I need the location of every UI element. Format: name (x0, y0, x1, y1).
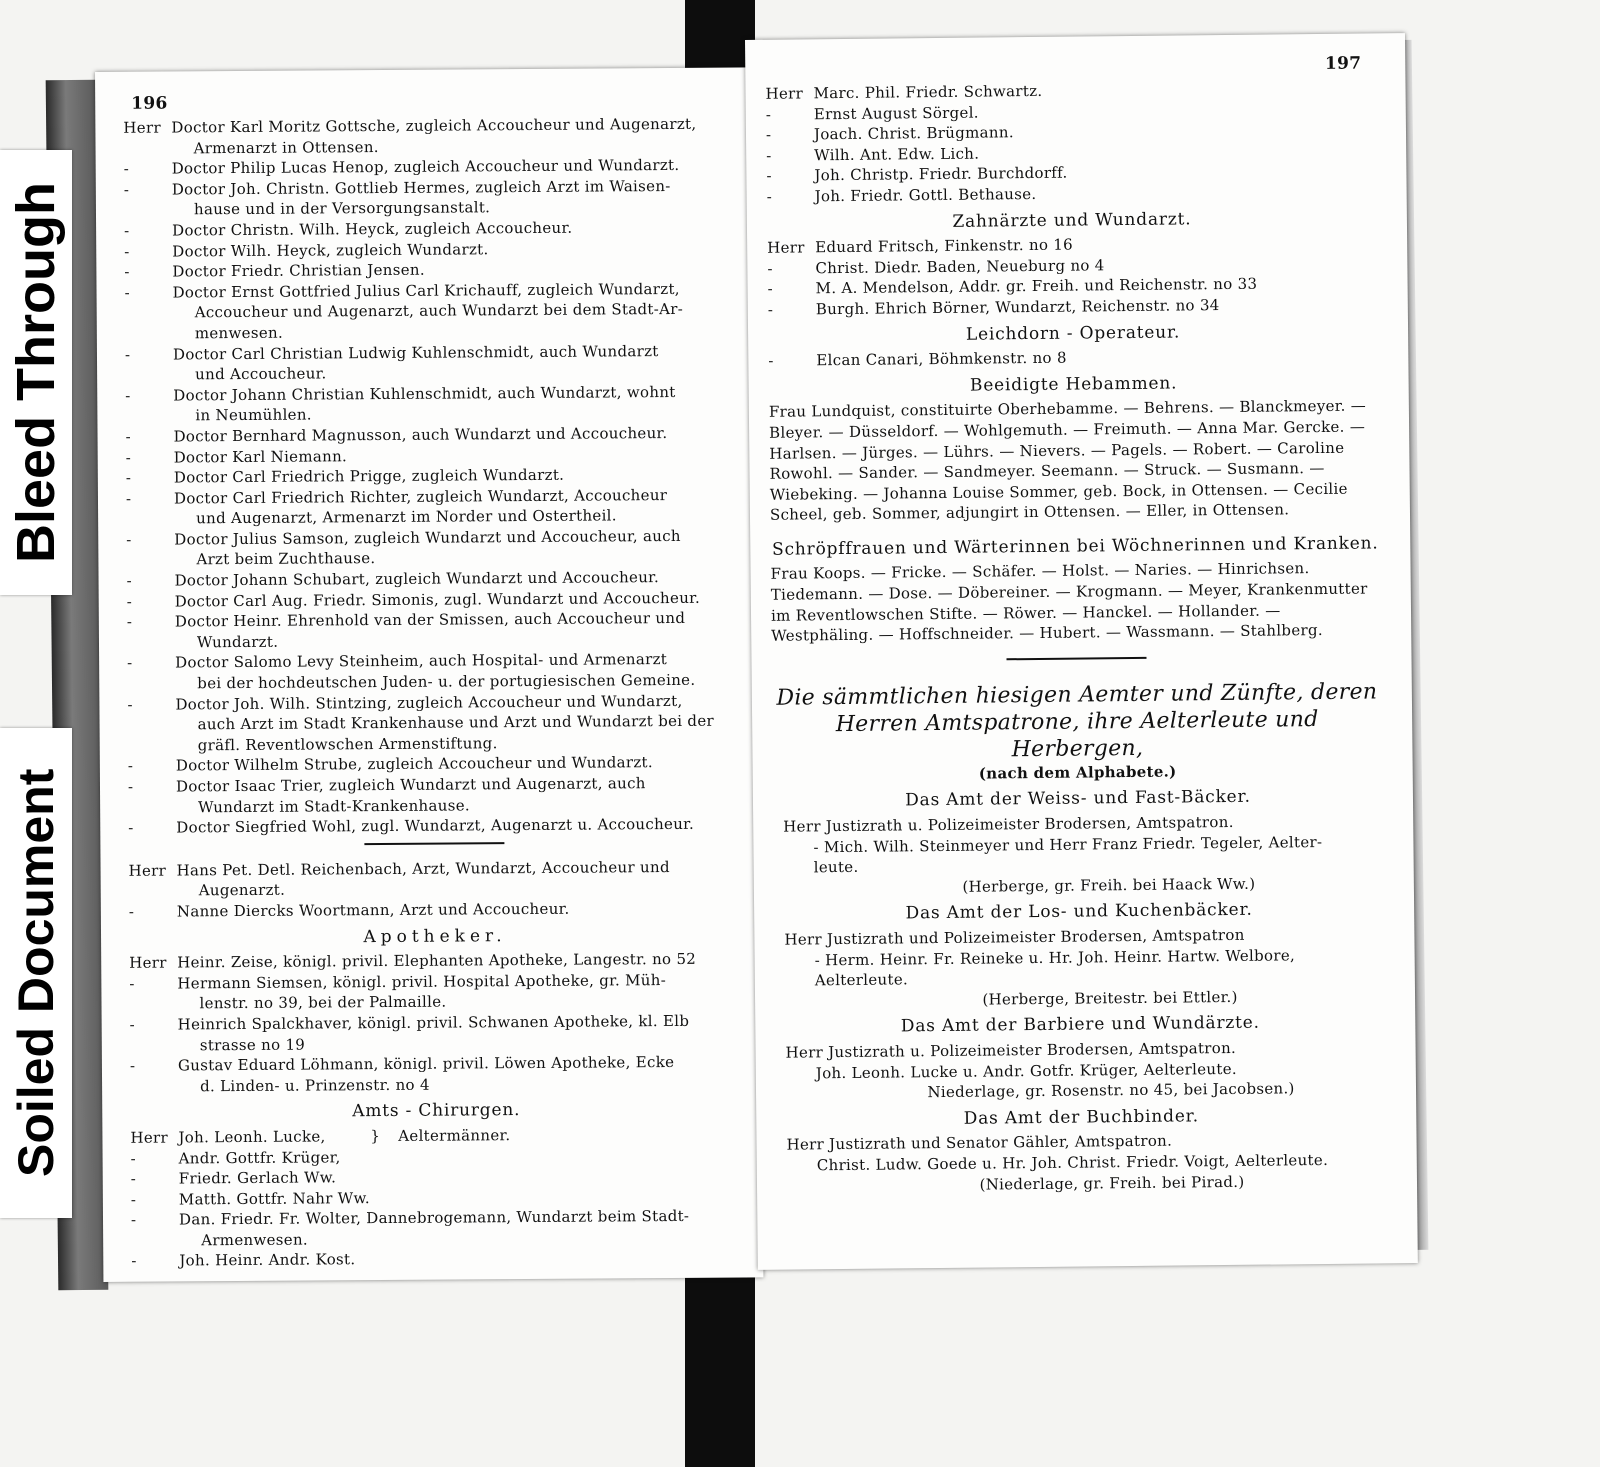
entry-text: Doctor Bernhard Magnusson, auch Wundarzt und Accoucheur. (173, 423, 668, 446)
list-item (126, 525, 738, 570)
list-item (126, 484, 738, 529)
hebammen-text: Frau Lundquist, constituirte Oberhebamme. — Behrens. — Blanckmeyer. — Bleyer. — Düsseldorf. — Wohlgemuth. — Freimuth. — Anna Mar. Gercke. — Harlsen. — Jürges. — Lührs. — Nievers. — Pagels. — Robert. — Caroline Rowohl. — Sander. — Sandmeyer. Seemann. — Struck. — Susmann. — Wiebeking. — Johanna Louise Sommer, geb. Bock, in Ottensen. — Cecilie Scheel, geb. Sommer, adjungirt in Ottensen. — Eller, in Ottensen. (768, 396, 1367, 525)
entry-continuation: und Accoucheur. (195, 364, 327, 384)
entry-prefix: - (767, 300, 774, 319)
page-number-left: 196 (131, 93, 168, 114)
list-item (131, 1147, 341, 1169)
entry-continuation: Armenarzt in Ottensen. (193, 137, 379, 157)
entry-continuation: Wundarzt im Stadt-Krankenhause. (198, 795, 470, 816)
entry-prefix: Herr (128, 861, 167, 880)
list-item (768, 345, 1378, 372)
entry-text: Doctor Philip Lucas Henop, zugleich Accoucheur und Wundarzt. (171, 156, 680, 178)
entry-text: Doctor Johann Christian Kuhlenschmidt, auch Wundarzt, wohnt (173, 382, 676, 405)
entry-text: Doctor Wilh. Heyck, zugleich Wundarzt. (172, 239, 489, 261)
guild-line: - Mich. Wilh. Steinmeyer und Herr Franz Friedr. Tegeler, Aelter- (813, 832, 1323, 856)
entry-text: Christ. Diedr. Baden, Neueburg no 4 (815, 255, 1105, 278)
entry-prefix: - (130, 1211, 137, 1230)
entry-text: M. A. Mendelson, Addr. gr. Freih. und Reichenstr. no 33 (815, 274, 1258, 298)
guild-line: - Herm. Heinr. Fr. Reineke u. Hr. Joh. Heinr. Hartw. Welbore, (814, 945, 1296, 969)
entry-prefix: - (127, 654, 133, 673)
entry-text: Andr. Gottfr. Krüger, (178, 1147, 341, 1167)
entry-text: Eduard Fritsch, Finkenstr. no 16 (815, 235, 1074, 257)
entry-continuation: auch Arzt im Stadt Krankenhause und Arzt und Wundarzt bei der gräfl. Reventlowschen Armenstiftung. (197, 711, 715, 755)
entry-prefix: Herr (767, 238, 805, 257)
entry-text: Doctor Joh. Wilh. Stintzing, zugleich Accoucheur und Wundarzt, (175, 691, 683, 714)
list-item (125, 340, 737, 385)
entry-prefix: - (124, 262, 130, 281)
entry-prefix: - (127, 777, 134, 796)
entry-continuation: Arzt beim Zuchthause. (196, 549, 376, 569)
entry-text: Doctor Julius Samson, zugleich Wundarzt und Accoucheur, auch (174, 526, 681, 549)
list-item (124, 278, 736, 344)
entry-text: Doctor Ernst Gottfried Julius Carl Krichauff, zugleich Wundarzt, (172, 279, 680, 302)
list-item (125, 381, 737, 426)
entry-continuation: Accoucheur und Augenarzt, auch Wundarzt bei dem Stadt-Ar-menwesen. (194, 300, 684, 343)
entry-text: Hermann Siemsen, königl. privil. Hospital Apotheke, gr. Müh- (177, 970, 667, 993)
entry-text: Doctor Siegfried Wohl, zugl. Wundarzt, Augenarzt u. Accoucheur. (176, 815, 695, 837)
list-item (130, 1010, 742, 1055)
brace-icon: } (370, 1126, 381, 1146)
entry-text: Doctor Johann Schubart, zugleich Wundarzt und Accoucheur. (174, 568, 660, 590)
list-item (127, 608, 739, 653)
main-title-line-2: Herren Amtspatrone, ihre Aelterleute und Herbergen, (835, 706, 1319, 763)
schroepf-text: Frau Koops. — Fricke. — Schäfer. — Holst. — Naries. — Hinrichsen. Tiedemann. — Dose. — Döbereiner. — Krogmann. — Meyer, Krankenmutter im Reventlowschen Stifte. — Röwer. — Hanckel. — Hollander. — Westphäling. — Hoffschneider. — Hubert. — Wassmann. — Stahlberg. (770, 559, 1368, 646)
entry-text: Doctor Carl Friedrich Prigge, zugleich Wundarzt. (173, 465, 565, 487)
guild-line: Aelterleute. (814, 970, 909, 990)
entry-text: Ernst August Sörgel. (813, 103, 979, 123)
entry-prefix: - (130, 1169, 137, 1188)
entry-text: Joh. Christp. Friedr. Burchdorff. (814, 164, 1068, 185)
guild-heading: Das Amt der Los- und Kuchenbäcker. (905, 900, 1253, 924)
entry-text: Doctor Friedr. Christian Jensen. (172, 260, 425, 281)
list-item (131, 1206, 743, 1251)
entry-text: Doctor Salomo Levy Steinheim, auch Hospital- und Armenarzt (175, 650, 668, 672)
main-title-line-1: Die sämmtlichen hiesigen Aemter und Zünfte, deren (776, 679, 1378, 711)
entry-prefix: - (130, 1149, 137, 1168)
guild-line: Herr Justizrath u. Polizeimeister Brodersen, Amtspatron. (785, 1038, 1237, 1062)
soiled-document-label: Soiled Document (0, 728, 72, 1218)
entry-prefix: - (766, 146, 772, 165)
doctor-list (123, 114, 740, 839)
entry-prefix: - (124, 345, 131, 364)
entry-prefix: - (128, 902, 135, 921)
entry-continuation: Wundarzt. (196, 632, 279, 652)
entry-text: Burgh. Ehrich Börner, Wundarzt, Reichenstr. no 34 (815, 295, 1220, 319)
guild-heading: Das Amt der Weiss- und Fast-Bäcker. (905, 787, 1251, 811)
entry-prefix: - (768, 351, 774, 370)
list-item (129, 897, 741, 922)
entry-text: Joh. Leonh. Lucke, (178, 1127, 326, 1147)
guild-line: (Herberge, gr. Freih. bei Haack Ww.) (962, 874, 1256, 896)
guild-line: Herr Justizrath und Senator Gähler, Amtspatron. (786, 1131, 1173, 1154)
entry-text: Doctor Carl Friedrich Richter, zugleich Wundarzt, Accoucheur (173, 485, 668, 508)
entry-prefix: - (129, 1056, 136, 1075)
entry-prefix: - (131, 1252, 137, 1271)
entry-text: Heinrich Spalckhaver, königl. privil. Schwanen Apotheke, kl. Elb (177, 1011, 690, 1034)
amts-heading: Amts - Chirurgen. (352, 1100, 521, 1122)
guild-line: Christ. Ludw. Goede u. Hr. Joh. Christ. Friedr. Voigt, Aelterleute. (816, 1150, 1329, 1175)
entry-text: Doctor Carl Aug. Friedr. Simonis, zugl. Wundarzt und Accoucheur. (174, 588, 701, 611)
entry-prefix: - (124, 283, 130, 302)
list-item (130, 1126, 340, 1148)
entry-prefix: - (123, 180, 130, 199)
page-number-right: 197 (1324, 53, 1362, 74)
entry-continuation: in Neumühlen. (195, 405, 312, 425)
entry-prefix: - (767, 280, 774, 299)
entry-text: Doctor Karl Moritz Gottsche, zugleich Accoucheur und Augenarzt, (171, 114, 697, 137)
guild-line: Herr Justizrath und Polizeimeister Brodersen, Amtspatron (784, 925, 1245, 949)
zahn-heading: Zahnärzte und Wundarzt. (952, 208, 1192, 232)
entry-text: Marc. Phil. Friedr. Schwartz. (813, 81, 1043, 103)
entry-prefix: - (129, 1015, 136, 1034)
entry-prefix: - (123, 159, 130, 178)
entry-prefix: - (129, 974, 135, 993)
leich-heading: Leichdorn - Operateur. (965, 321, 1181, 345)
entry-text: Doctor Karl Niemann. (173, 446, 348, 466)
entry-prefix: - (127, 695, 133, 714)
list-item (128, 814, 740, 839)
entry-text: Wilh. Ant. Edw. Lich. (814, 144, 980, 165)
entry-prefix: - (765, 105, 772, 124)
divider (364, 842, 504, 845)
entry-continuation: lenstr. no 39, bei der Palmaille. (199, 992, 447, 1013)
entry-text: Elcan Canari, Böhmkenstr. no 8 (816, 348, 1067, 370)
entry-continuation: bei der hochdeutschen Juden- u. der portugiesischen Gemeine. (197, 670, 696, 693)
entry-continuation: und Augenarzt, Armenarzt im Norder und Ostertheil. (196, 506, 617, 528)
aeltermaenner-label: Aeltermänner. (398, 1126, 511, 1145)
guild-line: leute. (813, 858, 859, 877)
entry-text: Hans Pet. Detl. Reichenbach, Arzt, Wundarzt, Accoucheur und (176, 857, 670, 880)
entry-text: Doctor Christn. Wilh. Heyck, zugleich Accoucheur. (172, 218, 573, 240)
right-page (745, 33, 1418, 1270)
list-item (131, 1247, 743, 1272)
aeltermaenner-group (130, 1123, 742, 1168)
entry-prefix: Herr (130, 1128, 169, 1147)
entry-prefix: - (125, 386, 131, 405)
entry-prefix: - (124, 221, 130, 240)
entry-prefix: - (130, 1190, 137, 1209)
schroepf-heading: Schröpffrauen und Wärterinnen bei Wöchnerinnen und Kranken. (771, 533, 1379, 560)
entry-text: Doctor Heinr. Ehrenhold van der Smissen, auch Accoucheur und (174, 609, 686, 631)
entry-text: Doctor Wilhelm Strube, zugleich Accoucheur und Wundarzt. (175, 753, 653, 775)
entry-prefix: - (765, 125, 772, 144)
entry-prefix: - (125, 489, 132, 508)
top-list (765, 77, 1376, 207)
entry-prefix: - (766, 167, 772, 186)
entry-prefix: - (124, 242, 130, 261)
entry-continuation: strasse no 19 (199, 1035, 306, 1054)
entry-prefix: Herr (129, 953, 167, 972)
entry-text: Joh. Friedr. Gottl. Bethause. (814, 184, 1037, 206)
entry-prefix: - (128, 818, 134, 837)
entry-continuation: Armenwesen. (201, 1230, 309, 1250)
bleed-through-label: Bleed Through (0, 150, 72, 595)
entry-prefix: - (126, 592, 133, 611)
guild-line: (Herberge, Breitestr. bei Ettler.) (982, 987, 1238, 1009)
apotheker-list (129, 949, 742, 1097)
entry-text: Friedr. Gerlach Ww. (178, 1168, 337, 1188)
list-item (123, 114, 735, 159)
entry-text: Joh. Heinr. Andr. Kost. (179, 1250, 356, 1270)
guild-line: Joh. Leonh. Lucke u. Andr. Gotfr. Krüger, Aelterleute. (815, 1059, 1237, 1082)
entry-prefix: - (126, 613, 133, 632)
entry-continuation: hause und in der Versorgungsanstalt. (193, 198, 491, 219)
entry-prefix: - (125, 448, 132, 467)
entry-text: Matth. Gottfr. Nahr Ww. (178, 1188, 370, 1209)
divider (1006, 657, 1146, 660)
other-physicians-list (129, 856, 741, 922)
leich-list (768, 345, 1378, 372)
guild-line: Niederlage, gr. Rosenstr. no 45, bei Jacobsen.) (927, 1079, 1295, 1102)
main-subtitle: (nach dem Alphabete.) (978, 762, 1177, 783)
guild-line: (Niederlage, gr. Freih. bei Pirad.) (979, 1172, 1245, 1194)
apotheker-heading: Apotheker. (363, 925, 507, 947)
list-item (129, 856, 741, 901)
list-item (124, 175, 736, 220)
entry-prefix: - (127, 757, 134, 776)
entry-prefix: - (126, 530, 132, 549)
entry-text: Doctor Isaac Trier, zugleich Wundarzt und Augenarzt, auch (175, 774, 646, 796)
list-item (128, 773, 740, 818)
entry-text: Doctor Carl Christian Ludwig Kuhlenschmidt, auch Wundarzt (172, 341, 659, 363)
guild-heading: Das Amt der Barbiere und Wundärzte. (900, 1013, 1260, 1037)
entry-text: Nanne Diercks Woortmann, Arzt und Accoucheur. (176, 899, 570, 921)
amts-list (131, 1165, 744, 1272)
entry-continuation: Augenarzt. (198, 881, 286, 900)
guild-line: Herr Justizrath u. Polizeimeister Brodersen, Amtspatron. (783, 812, 1234, 836)
list-item (129, 969, 741, 1014)
list-item (127, 649, 739, 694)
entry-prefix: - (767, 259, 773, 278)
entry-text: Dan. Friedr. Fr. Wolter, Dannebrogemann, Wundarzt beim Stadt- (178, 1207, 690, 1229)
entry-prefix: Herr (123, 118, 161, 137)
entry-text: Joach. Christ. Brügmann. (813, 123, 1014, 144)
entry-prefix: Herr (765, 84, 804, 103)
guild-sections (773, 786, 1387, 1197)
entry-text: Doctor Joh. Christn. Gottlieb Hermes, zugleich Arzt im Waisen- (171, 176, 671, 199)
entry-prefix: - (766, 187, 773, 206)
guild-heading: Das Amt der Buchbinder. (963, 1106, 1199, 1129)
zahn-list (767, 232, 1378, 321)
entry-prefix: - (125, 427, 131, 446)
entry-text: Heinr. Zeise, königl. privil. Elephanten Apotheke, Langestr. no 52 (177, 949, 697, 972)
left-page (95, 67, 763, 1282)
entry-prefix: - (125, 468, 132, 487)
list-item (130, 1052, 742, 1097)
entry-continuation: d. Linden- u. Prinzenstr. no 4 (200, 1075, 430, 1096)
hebammen-heading: Beeidigte Hebammen. (969, 373, 1178, 396)
entry-text: Gustav Eduard Löhmann, königl. privil. Löwen Apotheke, Ecke (177, 1053, 675, 1075)
list-item (127, 690, 739, 756)
entry-prefix: - (126, 571, 132, 590)
